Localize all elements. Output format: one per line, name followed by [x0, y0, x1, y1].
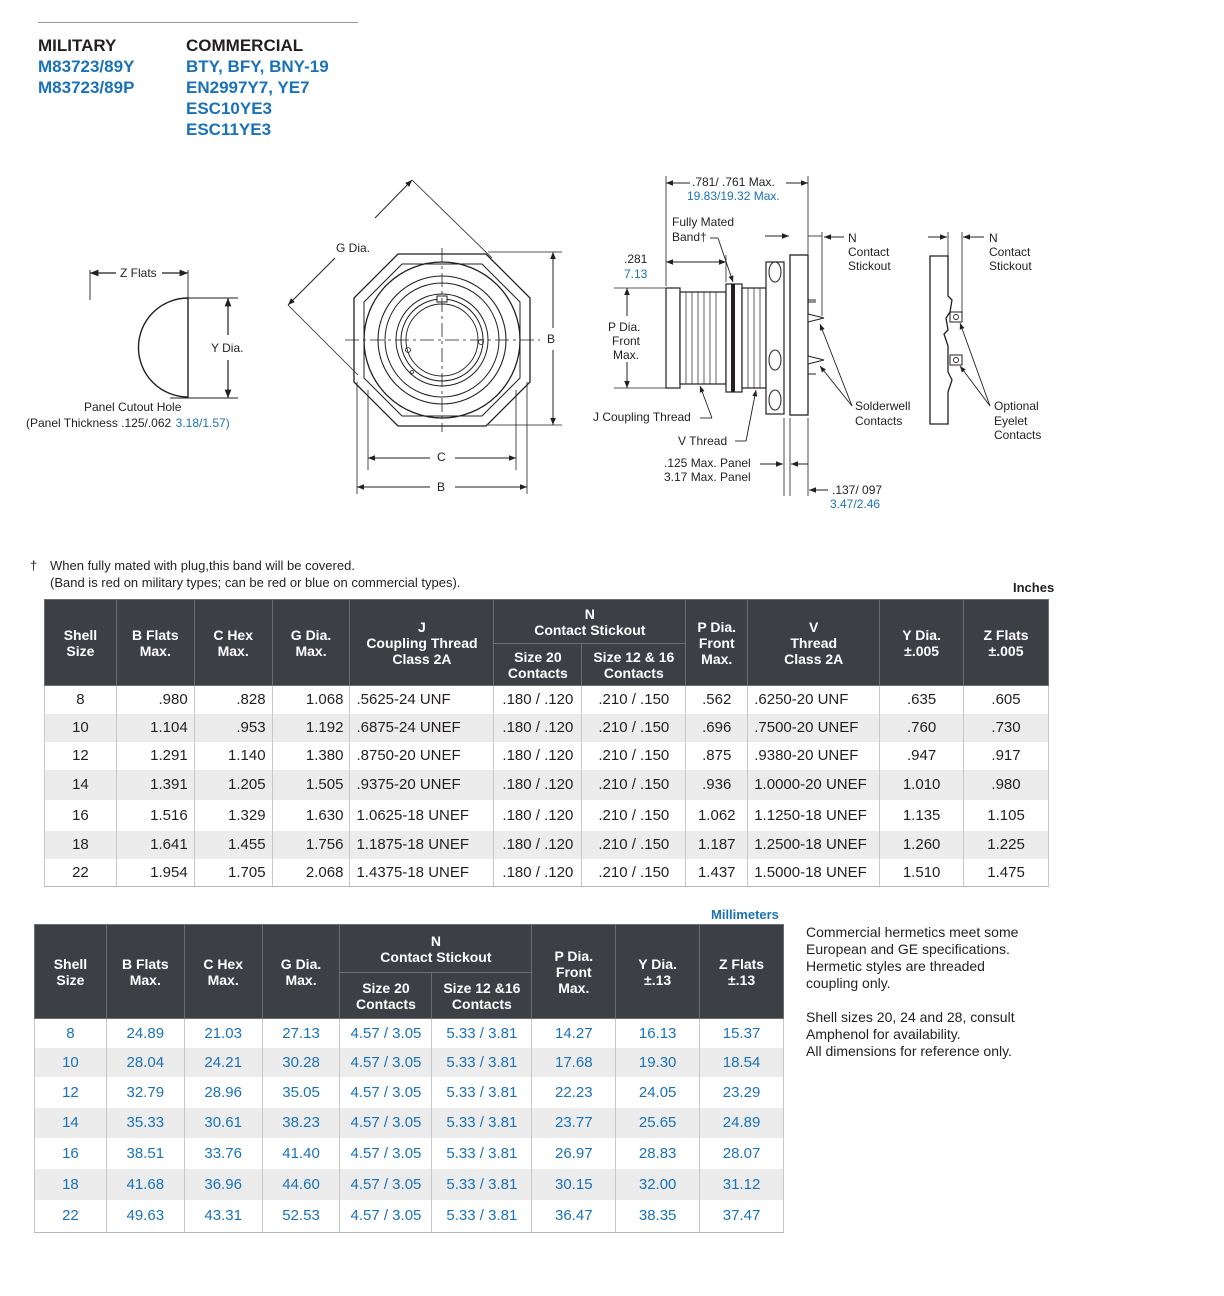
millimeters-table	[34, 924, 784, 1233]
table-cell: 1.1250-18 UNEF	[748, 800, 880, 831]
eyelet-n-label: N	[989, 231, 998, 245]
table-cell: 1.475	[964, 859, 1049, 887]
military-title: MILITARY	[38, 36, 117, 55]
commercial-item: ESC11YE3	[186, 120, 272, 139]
header-z-flats: Z Flats ±.005	[964, 600, 1049, 686]
table-cell: 1.4375-18 UNEF	[350, 859, 494, 887]
g-dia-label: G Dia.	[336, 241, 371, 255]
table-cell: 33.76	[184, 1138, 262, 1169]
header-n-contact-stickout: N Contact Stickout	[494, 600, 686, 644]
eyelet-view-drawing	[928, 232, 990, 424]
b-right-label: B	[547, 332, 556, 346]
table-row	[35, 1169, 784, 1200]
note-line: All dimensions for reference only.	[806, 1043, 1012, 1059]
footnote-line: (Band is red on military types; can be red or blue on commercial types).	[50, 575, 461, 590]
connector-drawing	[0, 0, 1224, 520]
fully-mated-band-label: Band†	[672, 230, 707, 244]
table-cell: 4.57 / 3.05	[340, 1108, 432, 1138]
inches-units-label: Inches	[1013, 580, 1055, 595]
cutout-caption: Panel Cutout Hole	[84, 400, 182, 414]
table-cell: .210 / .150	[582, 831, 686, 859]
note-line: Commercial hermetics meet some	[806, 924, 1019, 940]
table-cell: 16	[35, 1138, 107, 1169]
table-row	[45, 714, 1049, 742]
table-cell: 1.505	[272, 770, 350, 800]
table-cell: 1.329	[194, 800, 272, 831]
table-cell: .980	[116, 686, 194, 714]
table-cell: 1.291	[116, 742, 194, 770]
table-cell: 1.192	[272, 714, 350, 742]
table-cell: 30.61	[184, 1108, 262, 1138]
mm-header-shell-size: Shell Size	[35, 925, 107, 1019]
table-cell: 1.104	[116, 714, 194, 742]
table-cell: 1.516	[116, 800, 194, 831]
military-item: M83723/89Y	[38, 57, 135, 76]
table-cell: 36.96	[184, 1169, 262, 1200]
header-y-dia: Y Dia. ±.005	[880, 600, 964, 686]
overall-length-mm: 19.83/19.32 Max.	[687, 189, 780, 203]
table-cell: 15.37	[700, 1019, 784, 1048]
table-cell: 1.510	[880, 859, 964, 887]
table-cell: 31.12	[700, 1169, 784, 1200]
table-cell: 1.705	[194, 859, 272, 887]
mm-header-n-contact-stickout: N Contact Stickout	[340, 925, 532, 973]
commercial-item: EN2997Y7, YE7	[186, 78, 310, 97]
table-row	[35, 1048, 784, 1077]
d281-label: .281	[624, 252, 648, 266]
mm-header-g-dia: G Dia. Max.	[262, 925, 340, 1019]
table-cell: .947	[880, 742, 964, 770]
mm-header-c-hex: C Hex Max.	[184, 925, 262, 1019]
j-thread-label: J Coupling Thread	[593, 410, 691, 424]
table-cell: 1.380	[272, 742, 350, 770]
table-cell: 1.225	[964, 831, 1049, 859]
table-cell: .180 / .120	[494, 686, 582, 714]
table-cell: 30.28	[262, 1048, 340, 1077]
table-cell: 22	[35, 1200, 107, 1233]
table-cell: .180 / .120	[494, 714, 582, 742]
military-item: M83723/89P	[38, 78, 135, 97]
note-line: Shell sizes 20, 24 and 28, consult	[806, 1009, 1015, 1025]
availability-note	[806, 1009, 1066, 1060]
cutout-thickness-mm: 3.18/1.57)	[175, 416, 230, 430]
table-cell: .917	[964, 742, 1049, 770]
table-cell: .210 / .150	[582, 800, 686, 831]
inches-table	[44, 599, 1049, 887]
table-cell: .210 / .150	[582, 742, 686, 770]
table-cell: 1.2500-18 UNEF	[748, 831, 880, 859]
table-cell: .180 / .120	[494, 742, 582, 770]
table-cell: 44.60	[262, 1169, 340, 1200]
table-cell: 24.89	[700, 1108, 784, 1138]
table-cell: 22	[45, 859, 117, 887]
panel-max-mm-label: 3.17 Max. Panel	[664, 470, 751, 484]
table-cell: 1.437	[686, 859, 748, 887]
table-cell: 4.57 / 3.05	[340, 1019, 432, 1048]
d281-mm: 7.13	[624, 267, 648, 281]
table-cell: .953	[194, 714, 272, 742]
footnote-line: When fully mated with plug,this band will be covered.	[50, 558, 355, 573]
header-p-dia: P Dia. Front Max.	[686, 600, 748, 686]
table-cell: 14	[45, 770, 117, 800]
commercial-note	[806, 924, 1066, 992]
table-cell: 1.068	[272, 686, 350, 714]
table-row	[45, 800, 1049, 831]
table-cell: 1.105	[964, 800, 1049, 831]
commercial-item: ESC10YE3	[186, 99, 272, 118]
optional-label: Optional	[994, 399, 1039, 413]
p-dia-max: Max.	[613, 348, 640, 362]
table-cell: 5.33 / 3.81	[432, 1077, 532, 1108]
table-cell: .8750-20 UNEF	[350, 742, 494, 770]
note-line: European and GE specifications.	[806, 941, 1010, 957]
table-cell: 35.05	[262, 1077, 340, 1108]
table-cell: 1.391	[116, 770, 194, 800]
header-size-12-16: Size 12 & 16 Contacts	[582, 644, 686, 686]
table-cell: 25.65	[616, 1108, 700, 1138]
table-cell: 1.641	[116, 831, 194, 859]
table-cell: 28.07	[700, 1138, 784, 1169]
table-cell: .562	[686, 686, 748, 714]
overall-length-label: .781/ .761 Max.	[692, 175, 775, 189]
table-cell: 2.068	[272, 859, 350, 887]
header-c-hex: C Hex Max.	[194, 600, 272, 686]
table-cell: 52.53	[262, 1200, 340, 1233]
table-cell: 14.27	[532, 1019, 616, 1048]
commercial-item: BTY, BFY, BNY-19	[186, 57, 329, 76]
table-cell: .6250-20 UNF	[748, 686, 880, 714]
table-cell: 14	[35, 1108, 107, 1138]
table-cell: 1.954	[116, 859, 194, 887]
table-cell: 1.1875-18 UNEF	[350, 831, 494, 859]
n-stickout-label: Stickout	[848, 259, 891, 273]
p-dia-front: Front	[612, 334, 641, 348]
table-cell: .7500-20 UNEF	[748, 714, 880, 742]
table-cell: .730	[964, 714, 1049, 742]
solderwell-contacts-label: Contacts	[855, 414, 903, 428]
table-cell: 1.260	[880, 831, 964, 859]
table-cell: 5.33 / 3.81	[432, 1108, 532, 1138]
n-contact-label: Contact	[848, 245, 890, 259]
table-cell: 28.96	[184, 1077, 262, 1108]
table-cell: 5.33 / 3.81	[432, 1138, 532, 1169]
table-cell: .635	[880, 686, 964, 714]
table-cell: 5.33 / 3.81	[432, 1048, 532, 1077]
table-cell: 30.15	[532, 1169, 616, 1200]
table-cell: .180 / .120	[494, 831, 582, 859]
table-cell: 28.83	[616, 1138, 700, 1169]
mm-header-y-dia: Y Dia. ±.13	[616, 925, 700, 1019]
optional-contacts-label: Contacts	[994, 428, 1042, 442]
table-cell: 38.23	[262, 1108, 340, 1138]
table-cell: 4.57 / 3.05	[340, 1138, 432, 1169]
table-cell: .210 / .150	[582, 714, 686, 742]
header-g-dia: G Dia. Max.	[272, 600, 350, 686]
table-cell: 1.140	[194, 742, 272, 770]
cutout-thickness	[26, 414, 230, 432]
table-cell: 4.57 / 3.05	[340, 1048, 432, 1077]
table-cell: 12	[35, 1077, 107, 1108]
table-cell: 21.03	[184, 1019, 262, 1048]
header-b-flats: B Flats Max.	[116, 600, 194, 686]
table-cell: 49.63	[106, 1200, 184, 1233]
table-row	[35, 1108, 784, 1138]
table-cell: .180 / .120	[494, 770, 582, 800]
table-cell: 1.455	[194, 831, 272, 859]
table-cell: .605	[964, 686, 1049, 714]
mm-units-label: Millimeters	[711, 907, 779, 922]
table-cell: .210 / .150	[582, 859, 686, 887]
table-cell: 1.0000-20 UNEF	[748, 770, 880, 800]
table-cell: 1.135	[880, 800, 964, 831]
table-cell: 38.51	[106, 1138, 184, 1169]
table-cell: 10	[45, 714, 117, 742]
table-cell: 1.5000-18 UNEF	[748, 859, 880, 887]
table-cell: 10	[35, 1048, 107, 1077]
table-cell: .9375-20 UNEF	[350, 770, 494, 800]
table-cell: 41.40	[262, 1138, 340, 1169]
table-cell: 4.57 / 3.05	[340, 1169, 432, 1200]
table-cell: 5.33 / 3.81	[432, 1019, 532, 1048]
table-cell: 8	[35, 1019, 107, 1048]
d137-label: .137/ 097	[832, 483, 883, 497]
inches-table-body	[45, 686, 1049, 887]
table-cell: 8	[45, 686, 117, 714]
eyelet-n-contact-label: Contact	[989, 245, 1031, 259]
table-cell: 17.68	[532, 1048, 616, 1077]
table-cell: .696	[686, 714, 748, 742]
table-cell: 27.13	[262, 1019, 340, 1048]
table-cell: 32.79	[106, 1077, 184, 1108]
table-cell: 24.89	[106, 1019, 184, 1048]
table-cell: 4.57 / 3.05	[340, 1200, 432, 1233]
table-cell: 24.05	[616, 1077, 700, 1108]
b-bottom-label: B	[437, 480, 446, 494]
table-cell: 19.30	[616, 1048, 700, 1077]
table-row	[35, 1019, 784, 1048]
fully-mated-label: Fully Mated	[672, 215, 735, 229]
table-cell: 18.54	[700, 1048, 784, 1077]
mm-header-p-dia: P Dia. Front Max.	[532, 925, 616, 1019]
header-j-coupling-thread: J Coupling Thread Class 2A	[350, 600, 494, 686]
table-cell: 1.630	[272, 800, 350, 831]
commercial-title: COMMERCIAL	[186, 36, 304, 55]
table-cell: .980	[964, 770, 1049, 800]
table-cell: .828	[194, 686, 272, 714]
solderwell-label: Solderwell	[855, 399, 911, 413]
panel-cutout-drawing	[90, 270, 238, 398]
d137-mm: 3.47/2.46	[830, 497, 881, 511]
table-cell: 43.31	[184, 1200, 262, 1233]
table-cell: .210 / .150	[582, 770, 686, 800]
table-cell: 1.756	[272, 831, 350, 859]
table-cell: 32.00	[616, 1169, 700, 1200]
table-cell: .210 / .150	[582, 686, 686, 714]
eyelet-n-stickout-label: Stickout	[989, 259, 1032, 273]
table-cell: 41.68	[106, 1169, 184, 1200]
table-row	[35, 1077, 784, 1108]
header-size-20: Size 20 Contacts	[494, 644, 582, 686]
y-dia-label: Y Dia.	[211, 341, 244, 355]
cutout-thickness-in: (Panel Thickness .125/.062	[26, 416, 172, 430]
p-dia-label: P Dia.	[608, 320, 641, 334]
table-row	[45, 831, 1049, 859]
table-cell: 1.187	[686, 831, 748, 859]
table-cell: .180 / .120	[494, 859, 582, 887]
table-cell: 1.062	[686, 800, 748, 831]
table-cell: 38.35	[616, 1200, 700, 1233]
table-cell: .6875-24 UNEF	[350, 714, 494, 742]
optional-eyelet-label: Eyelet	[994, 414, 1028, 428]
table-cell: .9380-20 UNEF	[748, 742, 880, 770]
table-cell: 22.23	[532, 1077, 616, 1108]
table-cell: 26.97	[532, 1138, 616, 1169]
table-cell: 18	[45, 831, 117, 859]
table-cell: 12	[45, 742, 117, 770]
table-cell: 16	[45, 800, 117, 831]
z-flats-label: Z Flats	[120, 266, 157, 280]
table-cell: 5.33 / 3.81	[432, 1200, 532, 1233]
table-cell: 28.04	[106, 1048, 184, 1077]
table-cell: 35.33	[106, 1108, 184, 1138]
table-cell: 23.29	[700, 1077, 784, 1108]
table-cell: 1.205	[194, 770, 272, 800]
header-v-thread: V Thread Class 2A	[748, 600, 880, 686]
table-cell: 37.47	[700, 1200, 784, 1233]
table-cell: 18	[35, 1169, 107, 1200]
table-row	[45, 770, 1049, 800]
mm-header-size-12-16: Size 12 &16 Contacts	[432, 973, 532, 1019]
note-line: Amphenol for availability.	[806, 1026, 961, 1042]
table-cell: 36.47	[532, 1200, 616, 1233]
table-cell: 5.33 / 3.81	[432, 1169, 532, 1200]
panel-max-label: .125 Max. Panel	[664, 456, 751, 470]
table-cell: 4.57 / 3.05	[340, 1077, 432, 1108]
header-shell-size: Shell Size	[45, 600, 117, 686]
front-view-drawing	[288, 180, 562, 494]
note-line: Hermetic styles are threaded	[806, 958, 985, 974]
table-cell: .875	[686, 742, 748, 770]
v-thread-label: V Thread	[678, 434, 728, 448]
c-bottom-label: C	[437, 450, 446, 464]
n-label: N	[848, 231, 857, 245]
mm-header-z-flats: Z Flats ±.13	[700, 925, 784, 1019]
table-cell: 1.010	[880, 770, 964, 800]
table-cell: 1.0625-18 UNEF	[350, 800, 494, 831]
millimeters-table-body	[35, 1019, 784, 1233]
table-row	[45, 859, 1049, 887]
table-cell: .180 / .120	[494, 800, 582, 831]
mm-header-size-20: Size 20 Contacts	[340, 973, 432, 1019]
table-row	[35, 1200, 784, 1233]
table-cell: .936	[686, 770, 748, 800]
table-cell: 23.77	[532, 1108, 616, 1138]
note-line: coupling only.	[806, 975, 891, 991]
mm-header-b-flats: B Flats Max.	[106, 925, 184, 1019]
table-row	[45, 742, 1049, 770]
table-cell: .760	[880, 714, 964, 742]
table-row	[45, 686, 1049, 714]
table-cell: 16.13	[616, 1019, 700, 1048]
table-row	[35, 1138, 784, 1169]
footnote-mark: †	[30, 558, 38, 573]
table-cell: 24.21	[184, 1048, 262, 1077]
table-cell: .5625-24 UNF	[350, 686, 494, 714]
